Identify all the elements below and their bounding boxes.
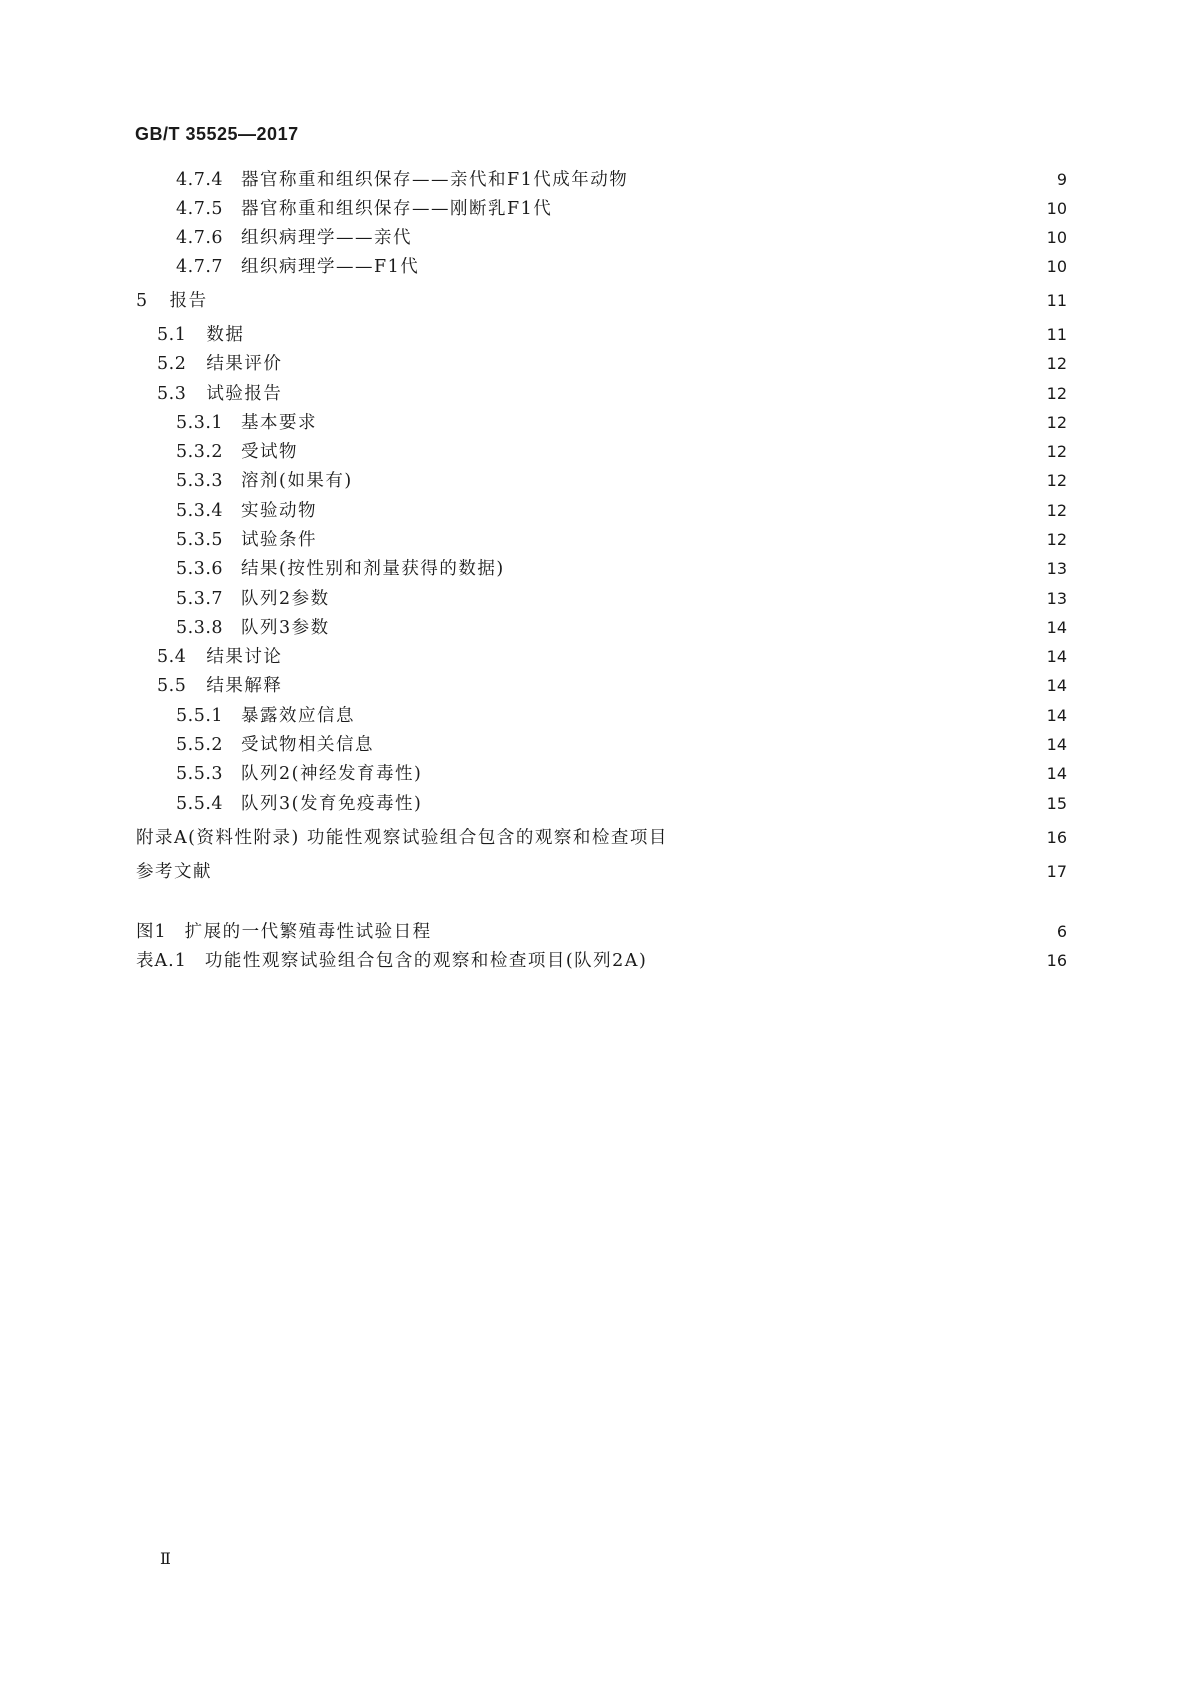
toc-entry-page: 12 <box>1046 413 1067 432</box>
toc-entry-title: 受试物相关信息 <box>241 735 375 755</box>
toc-entry-number: 5.2 <box>157 354 187 374</box>
toc-entry-title: 暴露效应信息 <box>241 706 356 726</box>
toc-entry[interactable] <box>176 467 1067 495</box>
toc-entry-title: 受试物 <box>241 442 299 462</box>
toc-entry-page: 12 <box>1046 501 1067 520</box>
figure-page: 6 <box>1056 922 1067 941</box>
toc-entry-title: 队列2参数 <box>241 589 330 609</box>
toc-entry-number: 4.7.4 <box>176 170 224 190</box>
toc-entry-number: 5.3.6 <box>176 559 224 579</box>
toc-entry-title: 试验条件 <box>241 530 318 550</box>
dot-leader <box>304 438 1039 466</box>
dot-leader <box>425 253 1039 281</box>
toc-entry-title: 结果(按性别和剂量获得的数据) <box>241 559 505 579</box>
toc-entry-number: 5.5 <box>157 676 187 696</box>
toc-entry-page: 16 <box>1046 828 1067 847</box>
toc-entry-page: 12 <box>1046 384 1067 403</box>
toc-entry-title: 基本要求 <box>241 413 318 433</box>
toc-entry[interactable] <box>176 731 1067 759</box>
toc-entry[interactable] <box>157 672 1067 700</box>
toc-entry-page: 12 <box>1046 354 1067 373</box>
toc-entry-number: 5.5.2 <box>176 735 224 755</box>
toc-entry-number: 5.3.3 <box>176 471 224 491</box>
toc-entry-title: 实验动物 <box>241 501 318 521</box>
toc-entry-title: 队列3参数 <box>241 618 330 638</box>
dot-leader <box>418 224 1039 252</box>
toc-entry-number: 4.7.5 <box>176 199 224 219</box>
toc-entry[interactable] <box>176 555 1067 583</box>
toc-entry-number: 5.5.3 <box>176 764 224 784</box>
toc-entry-title: 报告 <box>169 291 208 311</box>
toc-entry[interactable] <box>176 409 1067 437</box>
toc-entry-page: 14 <box>1046 706 1067 725</box>
toc-entry-number: 5.3 <box>157 384 187 404</box>
toc-entry-page: 14 <box>1046 618 1067 637</box>
toc-entry-title: 结果解释 <box>206 676 283 696</box>
toc-entry-number: 5.3.7 <box>176 589 224 609</box>
toc-entry-page: 11 <box>1046 291 1067 310</box>
standard-code: GB/T 35525—2017 <box>135 124 299 144</box>
toc-entry[interactable] <box>157 350 1067 378</box>
dot-leader <box>336 614 1039 642</box>
dot-leader <box>428 760 1039 788</box>
figure-title: 扩展的一代繁殖毒性试验日程 <box>184 922 432 942</box>
dot-leader <box>336 585 1039 613</box>
toc-entry[interactable] <box>176 614 1067 642</box>
dot-leader <box>250 321 1039 349</box>
toc-entry-number: 5.5.1 <box>176 706 224 726</box>
toc-entry-page: 14 <box>1046 735 1067 754</box>
toc-entry[interactable] <box>176 760 1067 788</box>
toc-entry-number: 5.5.4 <box>176 794 224 814</box>
dot-leader <box>634 166 1039 194</box>
list-of-tables-entry[interactable] <box>136 947 1067 975</box>
toc-entry-page: 12 <box>1046 530 1067 549</box>
toc-entry[interactable] <box>157 380 1067 408</box>
toc-entry-page: 11 <box>1046 325 1067 344</box>
toc-entry-title: 器官称重和组织保存——刚断乳F1代 <box>241 199 553 219</box>
toc-entry-number: 5.3.1 <box>176 413 224 433</box>
toc-entry-page: 12 <box>1046 471 1067 490</box>
toc-entry-title: 数据 <box>206 325 245 345</box>
toc-entry[interactable] <box>176 438 1067 466</box>
toc-entry-number: 4.7.6 <box>176 228 224 248</box>
toc-entry-page: 9 <box>1056 170 1067 189</box>
dot-leader <box>288 380 1039 408</box>
toc-entry-references[interactable] <box>136 858 1067 886</box>
toc-entry-title: 结果评价 <box>206 354 283 374</box>
toc-entry-title: 溶剂(如果有) <box>241 471 353 491</box>
list-of-figures-entry[interactable] <box>136 918 1067 946</box>
toc-entry-title: 组织病理学——亲代 <box>241 228 413 248</box>
toc-entry-title: 试验报告 <box>206 384 283 404</box>
dot-leader <box>359 467 1039 495</box>
dot-leader <box>428 790 1039 818</box>
toc-entry-page: 10 <box>1046 228 1067 247</box>
dot-leader <box>288 643 1039 671</box>
toc-entry[interactable] <box>136 287 1067 315</box>
toc-entry[interactable] <box>176 166 1067 194</box>
toc-entry-page: 13 <box>1046 589 1067 608</box>
toc-entry-title: 队列2(神经发育毒性) <box>241 764 423 784</box>
dot-leader <box>653 947 1039 975</box>
toc-entry[interactable] <box>176 224 1067 252</box>
toc-entry-page: 17 <box>1046 862 1067 881</box>
toc-entry[interactable] <box>157 321 1067 349</box>
dot-leader <box>361 702 1039 730</box>
dot-leader <box>288 350 1039 378</box>
toc-entry-title: 参考文献 <box>136 862 212 882</box>
dot-leader <box>323 409 1039 437</box>
toc-entry-number: 5.3.8 <box>176 618 224 638</box>
toc-entry-title: 器官称重和组织保存——亲代和F1代成年动物 <box>241 170 629 190</box>
toc-entry-page: 10 <box>1046 199 1067 218</box>
toc-entry-page: 13 <box>1046 559 1067 578</box>
table-number: 表A.1 <box>136 951 187 971</box>
dot-leader <box>214 287 1039 315</box>
toc-entry-title: 组织病理学——F1代 <box>241 257 420 277</box>
toc-entry-title: 队列3(发育免疫毒性) <box>241 794 423 814</box>
toc-entry[interactable] <box>176 497 1067 525</box>
dot-leader <box>674 824 1039 852</box>
figure-number: 图1 <box>136 922 167 942</box>
toc-entry-appendix[interactable] <box>136 824 1067 852</box>
toc-entry-page: 14 <box>1046 647 1067 666</box>
dot-leader <box>511 555 1039 583</box>
toc-entry[interactable] <box>176 253 1067 281</box>
toc-entry[interactable] <box>157 643 1067 671</box>
dot-leader <box>323 526 1039 554</box>
toc-entry[interactable] <box>176 195 1067 223</box>
dot-leader <box>288 672 1039 700</box>
table-page: 16 <box>1046 951 1067 970</box>
toc-entry-number: 5.4 <box>157 647 187 667</box>
toc-entry-number: 5.3.5 <box>176 530 224 550</box>
toc-entry-page: 14 <box>1046 676 1067 695</box>
toc-entry-number: 5.3.4 <box>176 501 224 521</box>
toc-entry-title: 结果讨论 <box>206 647 283 667</box>
toc-entry-page: 14 <box>1046 764 1067 783</box>
toc-entry-page: 15 <box>1046 794 1067 813</box>
dot-leader <box>218 858 1039 886</box>
toc-entry[interactable] <box>176 585 1067 613</box>
toc-entry[interactable] <box>176 702 1067 730</box>
toc-entry[interactable] <box>176 790 1067 818</box>
dot-leader <box>380 731 1039 759</box>
dot-leader <box>438 918 1039 946</box>
toc-entry-page: 10 <box>1046 257 1067 276</box>
toc-entry-number: 5.3.2 <box>176 442 224 462</box>
toc-entry[interactable] <box>176 526 1067 554</box>
dot-leader <box>323 497 1039 525</box>
table-title: 功能性观察试验组合包含的观察和检查项目(队列2A) <box>204 951 648 971</box>
toc-entry-title: 附录A(资料性附录) 功能性观察试验组合包含的观察和检查项目 <box>136 828 668 848</box>
toc-entry-number: 5.1 <box>157 325 187 345</box>
toc-entry-number: 4.7.7 <box>176 257 224 277</box>
toc-entry-page: 12 <box>1046 442 1067 461</box>
page-folio: Ⅱ <box>160 1549 171 1568</box>
toc-entry-number: 5 <box>136 291 148 311</box>
dot-leader <box>558 195 1039 223</box>
